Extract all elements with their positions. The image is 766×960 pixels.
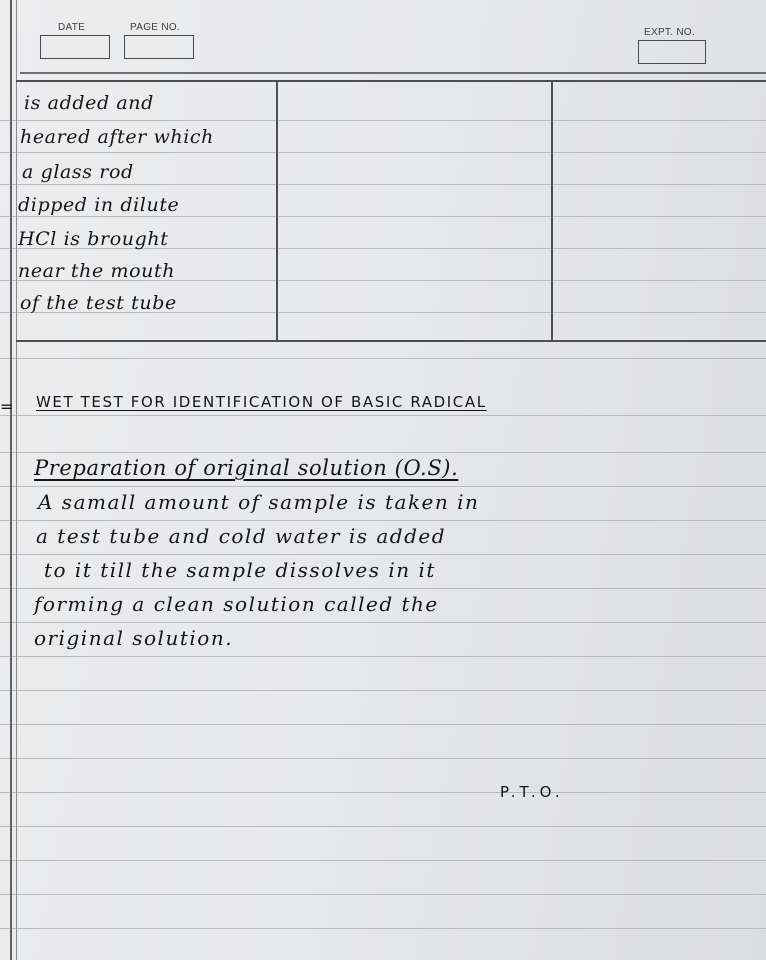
table-top-border (16, 80, 766, 82)
left-margin-line (10, 0, 12, 960)
cell-line: is added and (24, 92, 154, 114)
body-line: A samall amount of sample is taken in (38, 490, 480, 514)
body-line: forming a clean solution called the (34, 592, 439, 616)
expt-no-box (638, 40, 706, 64)
section-heading: WET TEST FOR IDENTIFICATION OF BASIC RADICAL (36, 393, 487, 411)
cell-line: near the mouth (18, 260, 176, 282)
page-no-label: PAGE NO. (130, 22, 181, 33)
cell-line: HCl is brought (18, 228, 169, 250)
table-column-divider-2 (551, 80, 553, 342)
header-rule (20, 72, 766, 74)
section-marker: = (0, 397, 14, 416)
body-line: a test tube and cold water is added (36, 524, 447, 548)
subheading-text: Preparation of original solution (O.S) (34, 456, 452, 480)
table-bottom-border (16, 340, 766, 342)
page-no-box (124, 35, 194, 59)
cell-line: dipped in dilute (18, 194, 180, 216)
body-line: original solution. (34, 626, 234, 650)
cell-line: heared after which (20, 126, 214, 148)
date-label: DATE (58, 22, 86, 33)
cell-line: of the test tube (20, 292, 177, 314)
cell-line: a glass rod (22, 161, 134, 183)
subheading-period: . (451, 456, 459, 480)
subheading (34, 456, 458, 480)
body-line: to it till the sample dissolves in it (44, 558, 436, 582)
date-box (40, 35, 110, 59)
pto-note: P.T.O. (500, 783, 564, 801)
expt-no-label: EXPT. NO. (644, 27, 696, 38)
table-column-divider-1 (276, 80, 278, 342)
